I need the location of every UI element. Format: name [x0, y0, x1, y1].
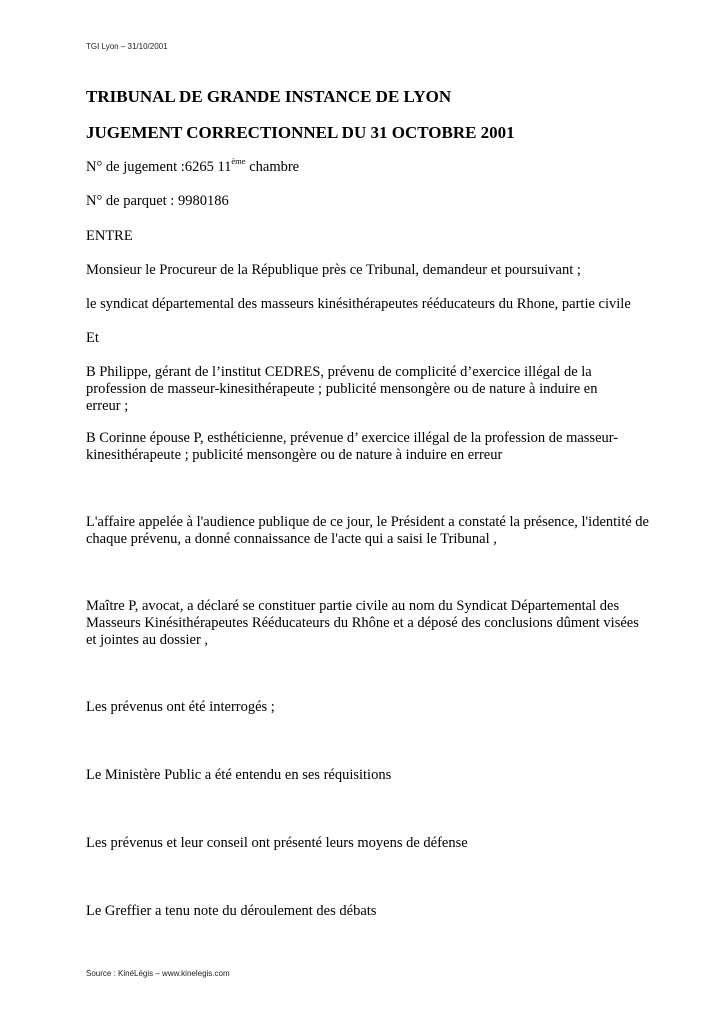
court-title: TRIBUNAL DE GRANDE INSTANCE DE LYON [86, 87, 452, 106]
judgment-number [86, 156, 300, 176]
plaintiff-paragraph: Monsieur le Procureur de la République près ce Tribunal, demandeur et poursuivant ; [86, 262, 581, 278]
judgment-number-suffix: chambre [245, 159, 300, 175]
interrogated-paragraph: Les prévenus ont été interrogés ; [86, 699, 275, 715]
parquet-number: N° de parquet : 9980186 [86, 193, 229, 209]
judgment-number-prefix: N° de jugement :6265 11 [86, 159, 232, 175]
clerk-paragraph: Le Greffier a tenu note du déroulement des débats [86, 903, 377, 919]
page-header: TGI Lyon – 31/10/2001 [86, 42, 168, 51]
civil-party-paragraph: le syndicat départemental des masseurs kinésithérapeutes rééducateurs du Rhone, partie civile [86, 296, 631, 312]
defense-paragraph: Les prévenus et leur conseil ont présenté leurs moyens de défense [86, 835, 468, 851]
lawyer-paragraph: Maître P, avocat, a déclaré se constituer partie civile au nom du Syndicat Départemental des Masseurs Kinésithérapeutes Rééducateurs du Rhône et a déposé des conclusions dûment visées et jointes au dossier , [86, 598, 639, 648]
hearing-paragraph: L'affaire appelée à l'audience publique de ce jour, le Président a constaté la présence, l'identité de chaque prévenu, a donné connaissance de l'acte qui a saisi le Tribunal , [86, 514, 649, 547]
defendant-2-paragraph: B Corinne épouse P, esthéticienne, prévenue d’ exercice illégal de la profession de masseur-kinesithérapeute ; publicité mensongère ou de nature à induire en erreur [86, 430, 619, 463]
page-footer: Source : KinéLégis – www.kinelegis.com [86, 969, 230, 978]
judgment-title: JUGEMENT CORRECTIONNEL DU 31 OCTOBRE 2001 [86, 123, 515, 142]
prosecution-paragraph: Le Ministère Public a été entendu en ses réquisitions [86, 767, 392, 783]
defendant-1-paragraph: B Philippe, gérant de l’institut CEDRES, prévenu de complicité d’exercice illégal de la profession de masseur-kinesithérapeute ; publicité mensongère ou de nature à induire en erreur ; [86, 364, 598, 414]
et-label: Et [86, 330, 99, 346]
entre-label: ENTRE [86, 228, 133, 244]
judgment-number-superscript: ème [231, 156, 246, 166]
